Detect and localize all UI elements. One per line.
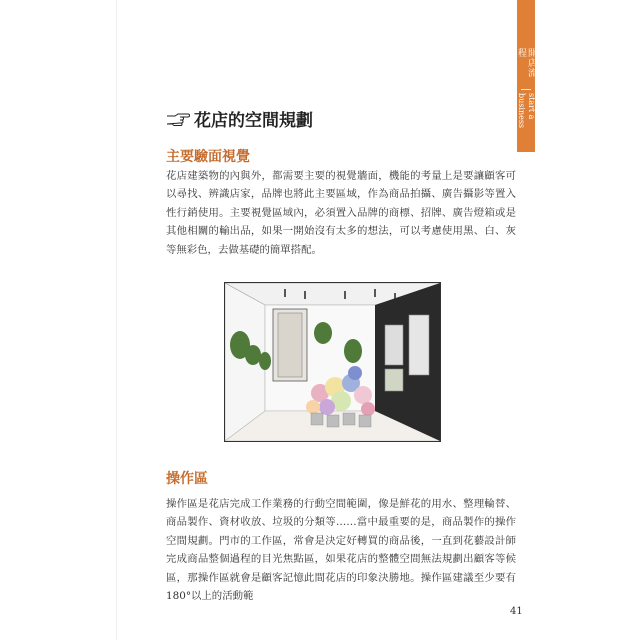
chapter-tab bbox=[517, 0, 535, 152]
flower-shop-illustration bbox=[224, 282, 441, 442]
chapter-tab-divider bbox=[521, 89, 531, 90]
page-number: 41 bbox=[510, 606, 523, 617]
illustration-drawing bbox=[225, 283, 440, 441]
subsection-heading-main-visual: 主要驗面視覺 bbox=[166, 149, 250, 165]
paragraph-main-visual: 花店建築物的內與外，都需要主要的視覺牆面，機能的考量上是要讓顧客可以尋找、辨識店家，品牌也將此主要區域，作為商品拍攝、廣告攝影等置入性行銷使用。主要視覺區域內，必須置入品牌的商標、招牌、廣告燈箱或是其他相關的輸出品，如果一開始沒有太多的想法，可以考慮使用黑、白、灰等無彩色，去做基礎的簡單搭配。 bbox=[166, 170, 516, 256]
page-edge bbox=[116, 0, 117, 640]
section-header bbox=[166, 106, 313, 131]
pointing-hand-icon bbox=[166, 112, 190, 126]
section-title: 花店的空間規劃 bbox=[194, 111, 313, 131]
paragraph-work-area: 操作區是花店完成工作業務的行動空間範圍，像是鮮花的用水、整理輪替、商品製作、資材收放、垃圾的分類等……當中最重要的是，商品製作的操作空間規劃。門市的工作區，常會是決定好轉買的商品後，一直到花藝設計師完成商品整個過程的目光焦點區，如果花店的整體空間無法規劃出顧客等候區，那操作區就會是顧客記憶此間花店的印象決勝地。操作區建議至少要有180°以上的活動範 bbox=[166, 498, 516, 603]
subsection-heading-work-area: 操作區 bbox=[166, 471, 208, 487]
chapter-tab-zh: 開店流程 bbox=[516, 48, 536, 78]
chapter-tab-en: start a business bbox=[517, 93, 536, 129]
